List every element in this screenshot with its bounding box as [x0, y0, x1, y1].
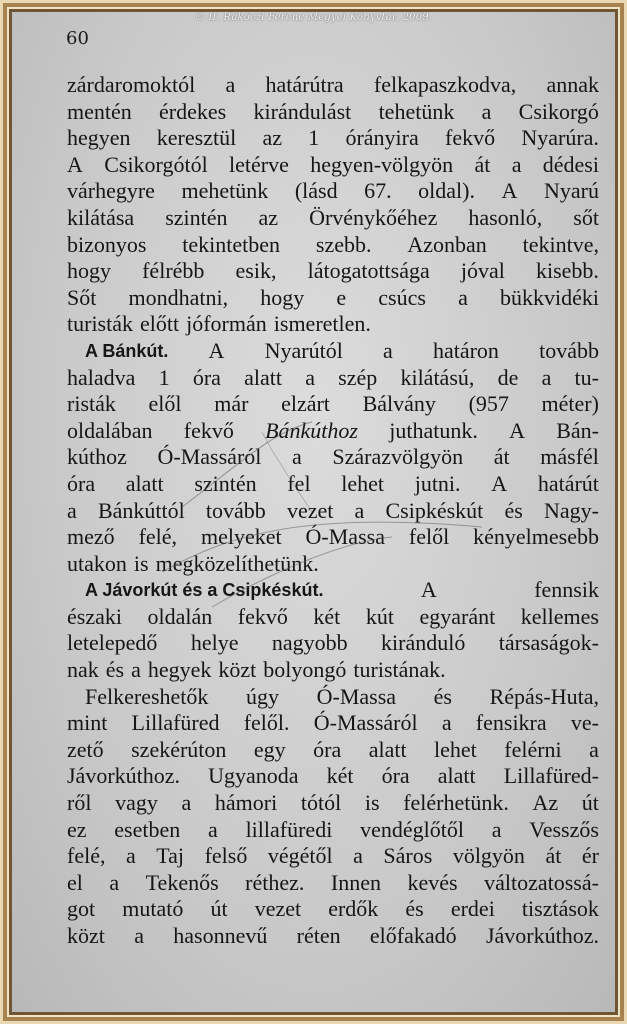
word: két [326, 763, 354, 789]
word: hegyen [67, 125, 131, 151]
word: keresztül [156, 125, 237, 151]
word: 1 [308, 125, 320, 151]
word: elől [148, 391, 182, 417]
word: és [504, 497, 523, 523]
word: fennsik [534, 577, 599, 603]
word: jóval [460, 258, 505, 284]
book-page [12, 12, 615, 1012]
text-line [67, 843, 599, 870]
text-line [67, 471, 599, 498]
word: órányira [345, 125, 419, 151]
word: oldal). [418, 178, 475, 204]
word: oldalán [147, 603, 213, 629]
word: hasonnevű [173, 923, 268, 948]
word: egy [253, 736, 286, 762]
word: felől [408, 524, 450, 550]
word: Jávorkúthoz. [485, 923, 599, 948]
word: szekérúton [131, 736, 227, 762]
word: tu- [574, 364, 599, 390]
word: vendéglőtől [360, 816, 464, 842]
word: Jávorkúthoz. [67, 763, 181, 789]
word: mondhatni, [128, 284, 229, 310]
word: a [481, 98, 492, 124]
text-line [67, 365, 599, 392]
word: határútra [265, 72, 344, 97]
word: másfél [540, 444, 599, 470]
word: közt [67, 923, 105, 948]
word: annak [546, 72, 599, 97]
word: hegyek [147, 657, 212, 683]
word: Lillafüred [131, 710, 220, 736]
word: át [493, 444, 510, 470]
text-line [67, 790, 599, 817]
word: északi [67, 603, 122, 629]
word: végétől [267, 843, 333, 869]
text-line [67, 205, 599, 232]
word: zető [67, 736, 104, 762]
word: Bán- [556, 417, 599, 443]
word: a [134, 923, 144, 948]
text-line [67, 258, 599, 285]
word: és [433, 683, 452, 709]
text-line [67, 817, 599, 844]
word: a [181, 790, 192, 816]
word: fekvő [445, 125, 496, 151]
word: lillafüredi [245, 816, 333, 842]
text-line [67, 178, 599, 205]
word: el [67, 869, 83, 895]
word: a [305, 364, 315, 390]
text-line [67, 870, 599, 897]
word: Nyarú [543, 178, 599, 204]
word: a [225, 72, 236, 97]
word: A [501, 178, 518, 204]
word: Ó-Massáról [157, 444, 262, 470]
word: felső [204, 843, 248, 869]
word: a [353, 843, 363, 869]
word: Sáros [383, 843, 433, 869]
text-line [67, 710, 599, 737]
word: oldalában [67, 417, 153, 443]
word: juthatunk. [389, 417, 478, 443]
word: felkapaszkodva, [373, 72, 517, 97]
word: mehetünk [181, 178, 269, 204]
word: változatossá- [484, 869, 599, 895]
text-line [67, 737, 599, 764]
word: felérhetünk. [403, 790, 509, 816]
word: jóformán [186, 311, 267, 337]
word: a [441, 710, 452, 736]
word: ismeretlen. [273, 311, 371, 337]
word: Innen [330, 869, 381, 895]
word: a [131, 657, 141, 683]
word: Ó-Massáról [313, 710, 418, 736]
word: vezet [286, 497, 334, 523]
word: Azonban [407, 231, 487, 257]
word: a [458, 284, 468, 310]
word: a [589, 736, 599, 762]
word: e [336, 284, 347, 310]
word: Csipkéskút [385, 497, 484, 523]
word: látogatottsága [307, 258, 430, 284]
word: a [125, 843, 136, 869]
word: völgyön [452, 843, 525, 869]
word: mentén [67, 98, 132, 124]
word: a [292, 444, 302, 470]
word: kilátású, [400, 364, 475, 390]
word: közt [218, 657, 257, 683]
word: a [67, 497, 77, 523]
word: tovább [539, 337, 599, 363]
word: risták [67, 391, 116, 417]
word: zárdaromoktól [67, 72, 196, 97]
word: turisták [67, 311, 133, 337]
word: felé, [138, 524, 178, 550]
word: esik, [235, 258, 277, 284]
text-line [67, 657, 599, 684]
word: két [313, 603, 341, 629]
word: jutni. [414, 470, 461, 496]
word: tehetünk [378, 98, 455, 124]
copyright-watermark: © II. Rákóczi Ferenc Megyei Könyvtár, 2009. [194, 12, 433, 23]
word: tisztások [521, 896, 599, 922]
text-line [67, 577, 599, 604]
text-line [67, 896, 599, 923]
word: nak [67, 657, 99, 683]
word: kellemes [520, 603, 599, 629]
word: felől. [243, 710, 290, 736]
word: szintén [194, 470, 257, 496]
word: a [511, 151, 522, 177]
word: utakon [67, 550, 127, 576]
text-line [67, 232, 599, 259]
word: a [109, 869, 120, 895]
word: letérve [229, 151, 289, 177]
word: mező [67, 524, 115, 550]
word: erdei [450, 896, 495, 922]
word: óra [313, 736, 342, 762]
word: 1 [158, 364, 170, 390]
text-line [67, 125, 599, 152]
text-line [67, 99, 599, 126]
word: fekvő [237, 603, 288, 629]
word: bizonyos [67, 231, 147, 257]
word: hogy [260, 284, 305, 310]
word: tekintetben [182, 231, 281, 257]
word: Vesszős [529, 816, 599, 842]
word: hegyen-völgyön [310, 151, 454, 177]
word: előfakadó [369, 923, 457, 948]
word: át [545, 843, 562, 869]
word: Tekenős [145, 869, 219, 895]
word: várhegyre [67, 178, 155, 204]
word: óra [381, 763, 410, 789]
word: alatt [125, 470, 164, 496]
word: a [383, 337, 393, 363]
word: mint [67, 710, 108, 736]
text-line [67, 551, 599, 578]
word: melyeket [200, 524, 282, 550]
word: tótól [300, 790, 342, 816]
word: kényelmesebb [473, 524, 599, 550]
word: az [258, 204, 279, 230]
word: szebb. [315, 231, 372, 257]
word: ez [67, 816, 87, 842]
word: hogy [67, 258, 111, 284]
word: fensikra [475, 710, 547, 736]
word: csúcs [378, 284, 426, 310]
word: kisebb. [535, 258, 599, 284]
word: bolyongó [263, 657, 347, 683]
word: hámori [214, 790, 278, 816]
word: Szárazvölgyön [332, 444, 464, 470]
word: erdők [328, 896, 379, 922]
word: alatt [244, 364, 282, 390]
word: úgy [246, 683, 280, 709]
word: vezet [254, 896, 302, 922]
word: A [420, 577, 437, 603]
word: Bálvány [362, 391, 436, 417]
word: út [581, 790, 599, 816]
word: át [474, 151, 491, 177]
word: (lásd [294, 178, 338, 204]
word: Nyarúra. [521, 125, 599, 151]
word: Bánkúttól [97, 497, 185, 523]
word: út [210, 896, 228, 922]
word: a [208, 816, 218, 842]
word: Ó-Massa [316, 683, 397, 709]
text-line [67, 338, 599, 365]
word: elzárt [281, 391, 330, 417]
word: Örvénykőéhez [309, 204, 438, 230]
word: ve- [570, 710, 599, 736]
word: haladva [67, 364, 136, 390]
text-line [67, 72, 599, 99]
word: letelepedő [67, 630, 158, 656]
word: az [262, 125, 282, 151]
word: alatt [368, 736, 407, 762]
word: Bánkúthoz [265, 417, 358, 443]
word: alatt [437, 763, 476, 789]
text-line [67, 418, 599, 445]
word: félrébb [142, 258, 205, 284]
word: got [67, 896, 96, 922]
word: határon [432, 337, 499, 363]
text-line [67, 152, 599, 179]
word: 67. [364, 178, 392, 204]
word: Nagy- [543, 497, 599, 523]
text-line [67, 630, 599, 657]
word: mutató [122, 896, 184, 922]
word: méter) [541, 391, 599, 417]
word: a [541, 364, 552, 390]
word: tovább [205, 497, 266, 523]
text-line [67, 604, 599, 631]
word: is [133, 550, 149, 576]
text-line [67, 391, 599, 418]
word: Taj [156, 843, 185, 869]
word: társaságok- [498, 630, 599, 656]
word: A [208, 337, 225, 363]
word: óra [67, 470, 96, 496]
word: Ugyanoda [208, 763, 299, 789]
text-line [67, 524, 599, 551]
word: Csikorgó [518, 98, 599, 124]
word: sőt [573, 204, 599, 230]
word: és [105, 657, 125, 683]
word: Nyarútól [264, 337, 343, 363]
word: kevés [407, 869, 458, 895]
word: (957 [468, 391, 509, 417]
text-line [67, 311, 599, 338]
word: nagyobb [271, 630, 348, 656]
word: felérni [504, 736, 562, 762]
text-line [67, 444, 599, 471]
text-line [67, 498, 599, 525]
word: A [509, 417, 525, 443]
word: már [214, 391, 249, 417]
body-text [67, 72, 599, 950]
word: helye [190, 630, 239, 656]
word: a [354, 497, 365, 523]
word: bükkvidéki [500, 284, 599, 310]
text-line [67, 285, 599, 312]
word: fekvő [183, 417, 234, 443]
word: is [364, 790, 380, 816]
text-line [67, 684, 599, 711]
word: előtt [140, 311, 180, 337]
word: Az [532, 790, 559, 816]
word: réten [296, 923, 341, 948]
word: esetben [114, 816, 181, 842]
word: Ó-Massa [305, 524, 385, 550]
word: szintén [165, 204, 228, 230]
word: szép [338, 364, 378, 390]
word: dédesi [542, 151, 599, 177]
word: turistának. [353, 657, 446, 683]
word: Lillafüred- [503, 763, 599, 789]
word: egyaránt [419, 603, 496, 629]
word: vagy [115, 790, 158, 816]
word: ről [67, 790, 92, 816]
text-line [67, 923, 599, 950]
word: Sőt [67, 284, 97, 310]
word: érdekes [159, 98, 227, 124]
word: lehet [341, 470, 385, 496]
section-heading: A Jávorkút és a Csipkéskút. [85, 580, 324, 601]
word: Répás-Huta, [489, 683, 599, 709]
word: a [491, 816, 502, 842]
word: de [497, 364, 519, 390]
word: tekintve, [522, 231, 599, 257]
word: kirándulást [253, 98, 352, 124]
word: határút [537, 470, 599, 496]
word: Csikorgótól [104, 151, 208, 177]
word: A [491, 470, 508, 496]
word: réthez. [245, 869, 305, 895]
word: és [405, 896, 424, 922]
word: megközelíthetünk. [155, 550, 319, 576]
word: kilátása [67, 204, 135, 230]
word: fel [287, 470, 311, 496]
word: óra [192, 364, 221, 390]
word: hasonló, [468, 204, 543, 230]
word: felé, [67, 843, 106, 869]
word: A [67, 151, 83, 177]
word: ér [581, 843, 599, 869]
word: Felkereshetők [85, 683, 209, 709]
page-number: 60 [66, 28, 89, 49]
text-line [67, 763, 599, 790]
section-heading: A Bánkút. [85, 340, 169, 361]
word: kúthoz [67, 444, 127, 470]
word: lehet [434, 736, 477, 762]
word: kiránduló [381, 630, 466, 656]
word: kút [365, 603, 394, 629]
